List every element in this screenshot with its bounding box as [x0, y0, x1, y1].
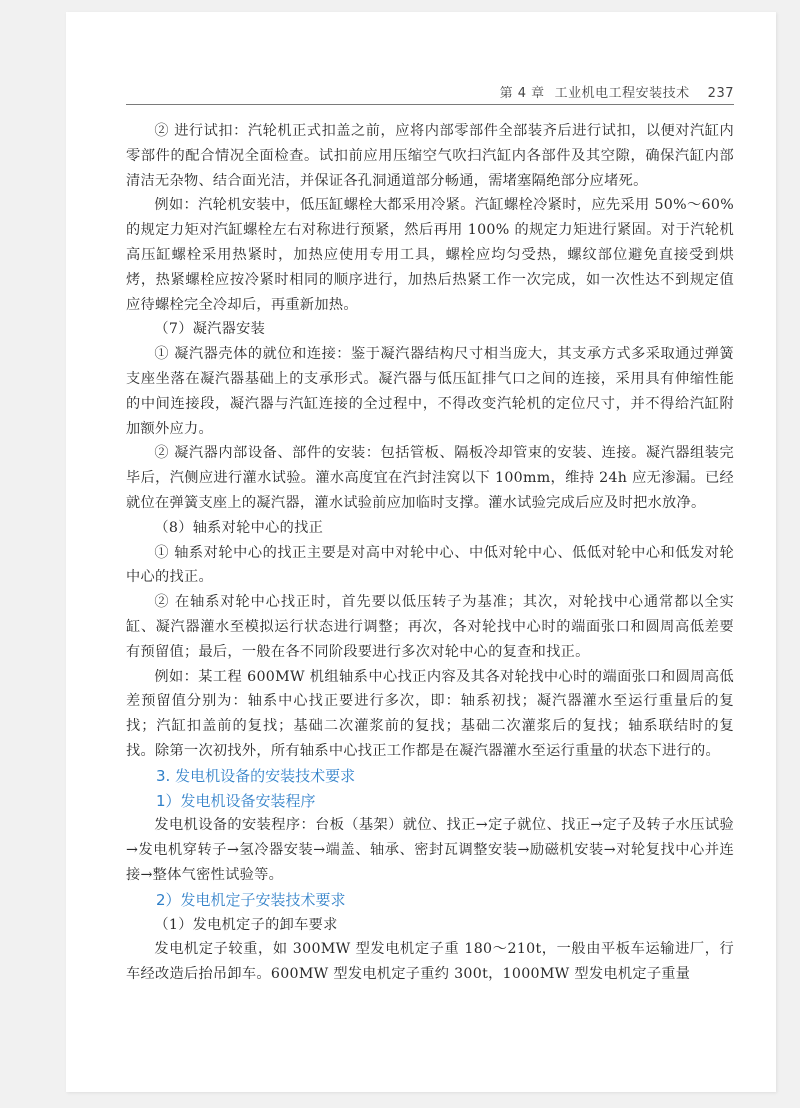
subheading-generator-procedure: 1）发电机设备安装程序 — [156, 791, 316, 810]
chapter-label: 第 4 章 — [499, 86, 545, 101]
paragraph-bolt-example: 例如：汽轮机安装中，低压缸螺栓大都采用冷紧。汽缸螺栓冷紧时，应先采用 50%～60% 的规定力矩对汽缸螺栓左右对称进行预紧，然后再用 100% 的规定力矩进行紧固。对于汽轮机高压缸螺栓采用热紧时，加热应使用专用工具，螺栓应均匀受热，螺纹部位避免直接受到烘烤，热紧螺栓应按冷紧时相同的顺序进行，加热后热紧工作一次完成，如一次性达不到规定值应待螺栓完全冷却后，再重新加热。 — [126, 197, 734, 313]
heading-stator-unloading: （1）发电机定子的卸车要求 — [154, 916, 338, 933]
subheading-stator-requirements: 2）发电机定子安装技术要求 — [156, 890, 346, 909]
heading-shaft-alignment: （8）轴系对轮中心的找正 — [154, 519, 324, 536]
paragraph-condenser-internal: ② 凝汽器内部设备、部件的安装：包括管板、隔板冷却管束的安装、连接。凝汽器组装完毕后，汽侧应进行灌水试验。灌水高度宜在汽封洼窝以下 100mm，维持 24h 应无渗漏。已经就位在弹簧支座上的凝汽器，灌水试验前应加临时支撑。灌水试验完成后应及时把水放净。 — [126, 445, 734, 511]
paragraph-generator-procedure: 发电机设备的安装程序：台板（基架）就位、找正→定子就位、找正→定子及转子水压试验→发电机穿转子→氢冷器安装→端盖、轴承、密封瓦调整安装→励磁机安装→对轮复找中心并连接→整体气密性试验等。 — [126, 817, 734, 883]
heading-condenser: （7）凝汽器安装 — [154, 321, 266, 338]
paragraph-alignment-example: 例如：某工程 600MW 机组轴系中心找正内容及其各对轮找中心时的端面张口和圆周高低差预留值分别为：轴系中心找正要进行多次，即：轴系初找；凝汽器灌水至运行重量后的复找；汽缸扣盖前的复找；基础二次灌浆前的复找；基础二次灌浆后的复找；轴系联结时的复找。除第一次初找外，所有轴系中心找正工作都是在凝汽器灌水至运行重量的状态下进行的。 — [126, 668, 734, 759]
paragraph-trial-closing: ② 进行试扣：汽轮机正式扣盖之前，应将内部零部件全部装齐后进行试扣，以便对汽缸内零部件的配合情况全面检查。试扣前应用压缩空气吹扫汽缸内各部件及其空隙，确保汽缸内部清洁无杂物、结合面光洁，并保证各孔洞通道部分畅通，需堵塞隔绝部分应堵死。 — [126, 123, 734, 189]
section-title: 工业机电工程安装技术 — [554, 86, 690, 101]
paragraph-alignment-method: ② 在轴系对轮中心找正时，首先要以低压转子为基准；其次，对轮找中心通常都以全实缸、凝汽器灌水至模拟运行状态进行调整；再次，各对轮找中心时的端面张口和圆周高低差要有预留值；最后，一般在各不同阶段要进行多次对轮中心的复查和找正。 — [126, 594, 734, 660]
running-head — [500, 82, 734, 101]
page-body — [126, 119, 734, 987]
header-rule — [126, 104, 734, 105]
paragraph-alignment-scope: ① 轴系对轮中心的找正主要是对高中对轮中心、中低对轮中心、低低对轮中心和低发对轮中心的找正。 — [126, 544, 734, 586]
page-number: 237 — [707, 86, 734, 101]
section-heading-generator: 3. 发电机设备的安装技术要求 — [156, 766, 356, 785]
paragraph-condenser-shell: ① 凝汽器壳体的就位和连接：鉴于凝汽器结构尺寸相当庞大，其支承方式多采取通过弹簧支座坐落在凝汽器基础上的支承形式。凝汽器与低压缸排气口之间的连接，采用具有伸缩性能的中间连接段，凝汽器与汽缸连接的全过程中，不得改变汽轮机的定位尺寸，并不得给汽缸附加额外应力。 — [126, 346, 734, 437]
paragraph-stator-unloading: 发电机定子较重，如 300MW 型发电机定子重 180～210t，一般由平板车运输进厂，行车经改造后抬吊卸车。600MW 型发电机定子重约 300t，1000MW 型发电机定子重量 — [126, 941, 734, 983]
